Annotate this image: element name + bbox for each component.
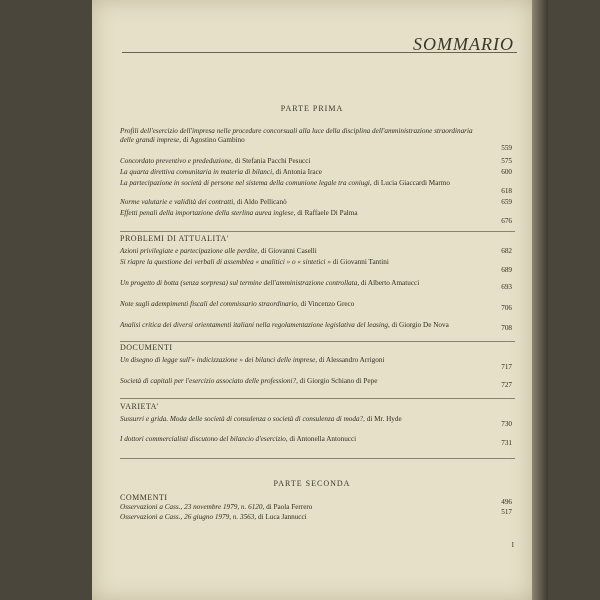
toc-entry: La partecipazione in società di persone nel sistema della comunione legale tra coniugi, di Lucia Giaccardi Marmo bbox=[120, 179, 450, 187]
toc-entry: Si riapre la questione dei verbali di assemblea « analitici » o « sintetici » di Giovanni Tantini bbox=[120, 258, 389, 266]
section-rule bbox=[120, 398, 515, 399]
toc-entry: Analisi critica dei diversi orientamenti italiani nella regolamentazione legislativa del leasing, di Giorgio De Nova bbox=[120, 321, 449, 329]
toc-page-number: 559 bbox=[501, 144, 512, 152]
toc-page-number: 708 bbox=[501, 324, 512, 332]
toc-page-number: 717 bbox=[501, 363, 512, 371]
toc-entry: Norme valutarie e validità dei contratti, di Aldo Pellicanò bbox=[120, 198, 287, 206]
toc-entry: Sussurri e grida. Moda delle società di consulenza o società di consulenza di moda?, di Mr. Hyde bbox=[120, 415, 402, 423]
binding-shadow bbox=[532, 0, 548, 600]
toc-page-number: 517 bbox=[501, 508, 512, 516]
toc-entry: Osservazioni a Cass., 26 giugno 1979, n. 3563, di Luca Jannucci bbox=[120, 513, 307, 521]
toc-page-number: 600 bbox=[501, 168, 512, 176]
section-heading-commenti: COMMENTI bbox=[120, 493, 168, 502]
folio-number: I bbox=[511, 541, 514, 549]
toc-page-number: 676 bbox=[501, 217, 512, 225]
toc-page-number: 727 bbox=[501, 381, 512, 389]
part-heading-seconda: PARTE SECONDA bbox=[273, 479, 351, 488]
toc-entry: Concordato preventivo e prededuzione, di Stefania Pacchi Pesucci bbox=[120, 157, 311, 165]
section-heading-varieta: VARIETA' bbox=[120, 402, 159, 411]
toc-page-number: 730 bbox=[501, 420, 512, 428]
toc-page-number: 659 bbox=[501, 198, 512, 206]
toc-entry: I dottori commercialisti discutono del bilancio d'esercizio, di Antonella Antonucci bbox=[120, 435, 357, 443]
toc-page-number: 618 bbox=[501, 187, 512, 195]
toc-page-number: 682 bbox=[501, 247, 512, 255]
toc-entry: Azioni privilegiate e partecipazione alle perdite, di Giovanni Caselli bbox=[120, 247, 317, 255]
toc-entry: Società di capitali per l'esercizio associato delle professioni?, di Giorgio Schiano di Pepe bbox=[120, 377, 378, 385]
part-heading-prima: PARTE PRIMA bbox=[280, 104, 344, 113]
section-rule bbox=[120, 341, 515, 342]
toc-entry: Note sugli adempimenti fiscali del commissario straordinario, di Vincenzo Greco bbox=[120, 300, 355, 308]
toc-entry: Profili dell'esercizio dell'impresa nelle procedure concorsuali alla luce della disciplina dell'amministrazione straordinaria delle grandi imprese, di Agostino Gambino bbox=[120, 127, 473, 144]
page-title: SOMMARIO bbox=[413, 34, 514, 54]
toc-page-number: 575 bbox=[501, 157, 512, 165]
section-heading-documenti: DOCUMENTI bbox=[120, 343, 173, 352]
header-rule bbox=[122, 52, 517, 53]
section-heading-problemi: PROBLEMI DI ATTUALITA' bbox=[120, 234, 229, 243]
section-rule bbox=[120, 458, 515, 459]
toc-entry: Effetti penali della importazione della sterlina aurea inglese, di Raffaele Di Palma bbox=[120, 209, 358, 217]
toc-page-number: 496 bbox=[501, 498, 512, 506]
toc-entry: Un disegno di legge sull'« indicizzazione » dei bilanci delle imprese, di Alessandro Arrigoni bbox=[120, 356, 385, 364]
journal-page bbox=[92, 0, 532, 600]
toc-entry: La quarta direttiva comunitaria in materia di bilanci, di Antonia Irace bbox=[120, 168, 322, 176]
toc-entry: Un progetto di botta (senza sorpresa) sul termine dell'amministrazione controllata, di Alberto Amatucci bbox=[120, 279, 420, 287]
toc-entry: Osservazioni a Cass., 23 novembre 1979, n. 6120, di Paola Ferrero bbox=[120, 503, 313, 511]
toc-page-number: 689 bbox=[501, 266, 512, 274]
section-rule bbox=[120, 231, 515, 232]
toc-page-number: 693 bbox=[501, 283, 512, 291]
toc-page-number: 731 bbox=[501, 439, 512, 447]
toc-page-number: 706 bbox=[501, 304, 512, 312]
